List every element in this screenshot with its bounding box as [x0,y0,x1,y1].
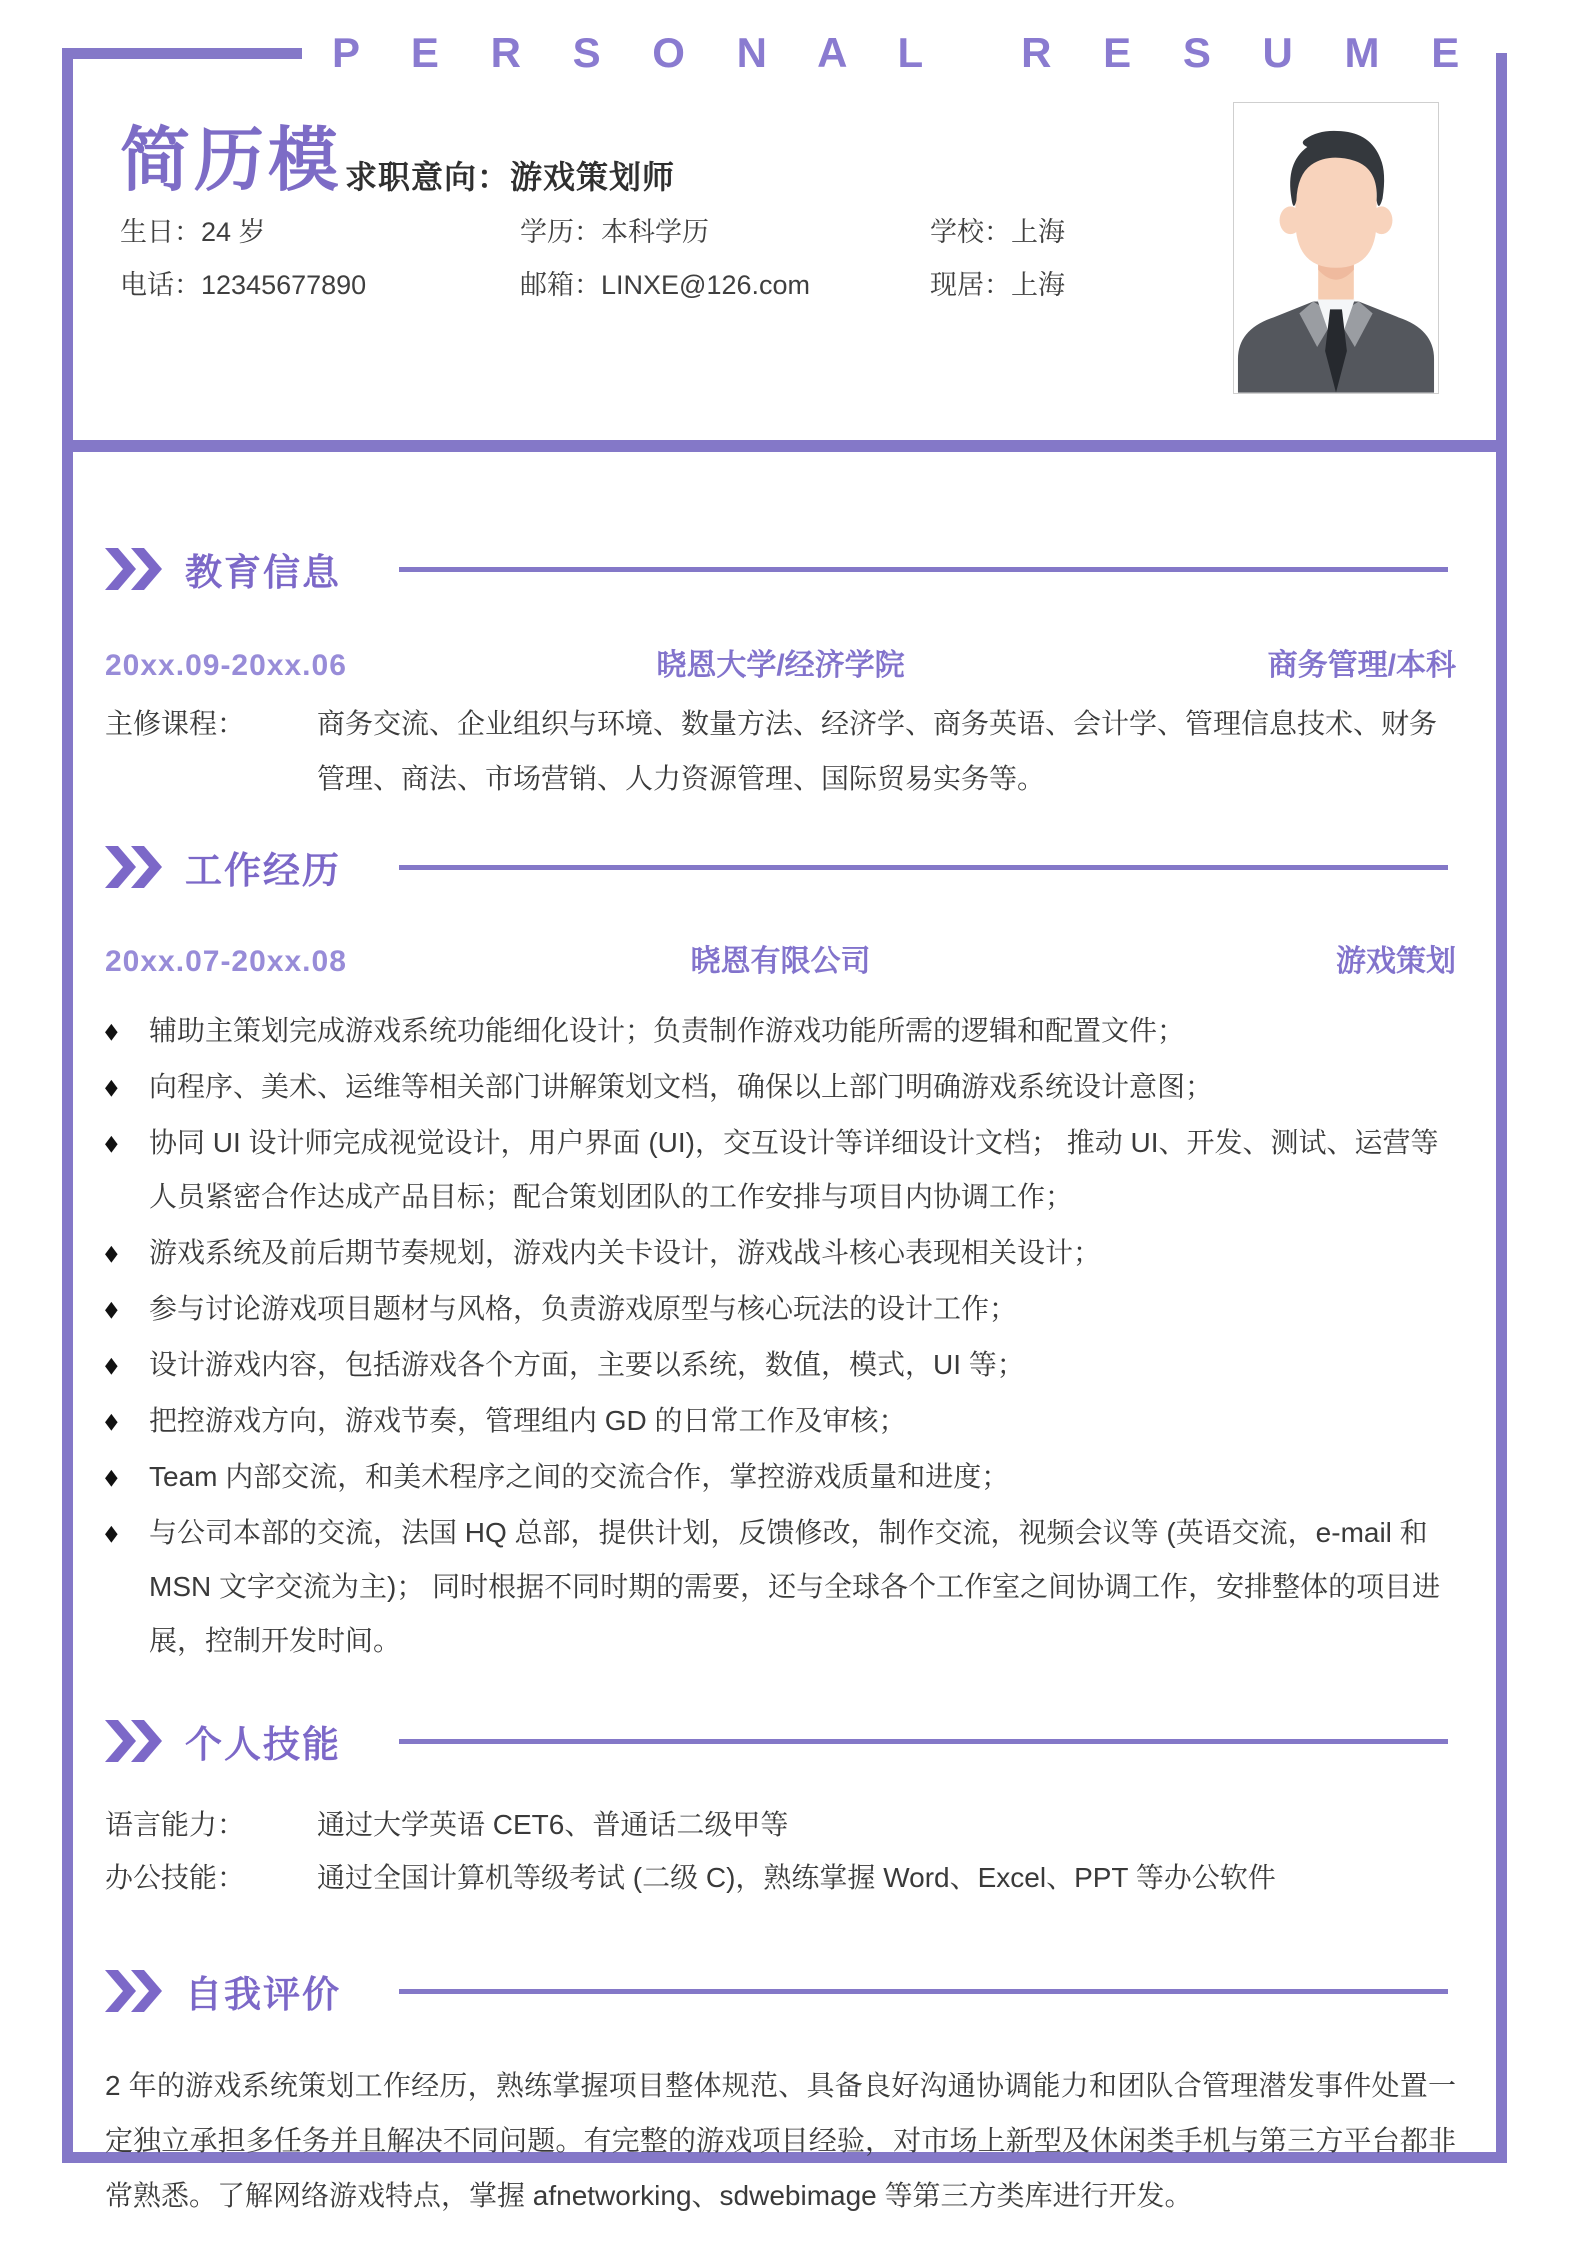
id-photo [1233,102,1439,394]
section-title-work: 工作经历 [185,850,341,891]
double-chevron-icon [105,548,163,590]
brand-rule-left [62,48,302,59]
work-duty-item [105,1506,1456,1668]
skill-text: 通过全国计算机等级考试 (二级 C)，熟练掌握 Word、Excel、PPT 等办公软件 [317,1862,1276,1893]
work-duty-text: 辅助主策划完成游戏系统功能细化设计；负责制作游戏功能所需的逻辑和配置文件； [149,1015,1186,1046]
double-chevron-icon [105,1970,163,2012]
work-role: 游戏策划 [1336,945,1456,978]
header-body-divider [62,440,1507,452]
work-duty-item [105,1004,1456,1058]
male-avatar-illustration [1234,103,1438,393]
info-phone: 电话：12345677890 [120,270,367,300]
work-duty-text: 游戏系统及前后期节奏规划，游戏内关卡设计，游戏战斗核心表现相关设计； [149,1237,1102,1268]
skill-label: 办公技能： [105,1862,246,1893]
brand-title [332,29,1479,77]
diamond-bullet-icon: ◆ [105,1018,118,1043]
education-school: 晓恩大学/经济学院 [656,649,905,682]
brand-word-resume: R E S U M E [1021,29,1480,76]
work-duty-text: 设计游戏内容，包括游戏各个方面，主要以系统，数值，模式，UI 等； [149,1349,1025,1380]
info-email: 邮箱：LINXE@126.com [520,270,810,300]
info-birthday: 生日：24 岁 [120,217,266,247]
section-heading-evaluation [105,1964,1456,2018]
work-duty-item [105,1450,1456,1504]
work-entry-row [105,936,1456,980]
diamond-bullet-icon: ◆ [105,1296,118,1321]
diamond-bullet-icon: ◆ [105,1408,118,1433]
work-duty-list [105,1004,1456,1668]
work-duty-text: 参与讨论游戏项目题材与风格，负责游戏原型与核心玩法的设计工作； [149,1293,1018,1324]
work-period: 20xx.07-20xx.08 [105,945,347,978]
section-title-education: 教育信息 [185,552,341,593]
courses-text: 商务交流、企业组织与环境、数量方法、经济学、商务英语、会计学、管理信息技术、财务管理、商法、市场营销、人力资源管理、国际贸易实务等。 [317,708,1438,794]
work-duty-item [105,1338,1456,1392]
section-title-evaluation: 自我评价 [185,1974,341,2015]
courses-label: 主修课程： [105,708,246,739]
work-duty-item [105,1226,1456,1280]
work-duty-item [105,1282,1456,1336]
work-duty-item [105,1394,1456,1448]
section-heading-work [105,840,1456,894]
work-company: 晓恩有限公司 [690,945,871,978]
diamond-bullet-icon: ◆ [105,1520,118,1545]
work-duty-text: 与公司本部的交流，法国 HQ 总部，提供计划，反馈修改，制作交流，视频会议等 (英语交流，e-mail 和 MSN 文字交流为主)； 同时根据不同时期的需要，还与全球各个工作室之间协调工作，安排整体的项目进展，控制开发时间。 [149,1517,1441,1656]
work-duty-text: 向程序、美术、运维等相关部门讲解策划文档，确保以上部门明确游戏系统设计意图； [149,1071,1214,1102]
info-residence: 现居：上海 [930,270,1065,300]
diamond-bullet-icon: ◆ [105,1352,118,1377]
section-title-skills: 个人技能 [185,1724,341,1765]
section-rule [399,865,1448,870]
header-border-right [1496,53,1507,440]
brand-header [62,28,1507,78]
self-evaluation-text: 2 年的游戏系统策划工作经历，熟练掌握项目整体规范、具备良好沟通协调能力和团队合管理潜发事件处置一定独立承担多任务并且解决不同问题。有完整的游戏项目经验，对市场上新型及休闲类手机与第三方平台都非常熟悉。了解网络游戏特点，掌握 afnetworking、sdwebimage 等第三方类库进行开发。 [105,2070,1456,2211]
section-rule [399,567,1448,572]
education-major: 商务管理/本科 [1267,649,1456,682]
diamond-bullet-icon: ◆ [105,1464,118,1489]
info-education: 学历：本科学历 [520,217,709,247]
skill-row [105,1798,1456,1851]
job-intention: 求职意向：游戏策划师 [345,159,676,195]
brand-word-personal: P E R S O N A L [332,29,944,76]
header-border-left [62,53,73,440]
info-school: 学校：上海 [930,217,1065,247]
education-entry-row [105,640,1456,684]
section-rule [399,1989,1448,1994]
diamond-bullet-icon: ◆ [105,1074,118,1099]
double-chevron-icon [105,1720,163,1762]
work-duty-item [105,1060,1456,1114]
contact-info-grid [120,210,1200,302]
work-duty-text: Team 内部交流，和美术程序之间的交流合作，掌控游戏质量和进度； [149,1461,1010,1492]
education-period: 20xx.09-20xx.06 [105,649,347,682]
diamond-bullet-icon: ◆ [105,1130,118,1155]
double-chevron-icon [105,846,163,888]
section-heading-education [105,542,1456,596]
applicant-name-title: 简历模 [120,121,342,199]
skill-text: 通过大学英语 CET6、普通话二级甲等 [317,1809,789,1840]
work-duty-text: 把控游戏方向，游戏节奏，管理组内 GD 的日常工作及审核； [149,1405,907,1436]
section-rule [399,1739,1448,1744]
skill-label: 语言能力： [105,1809,246,1840]
diamond-bullet-icon: ◆ [105,1240,118,1265]
work-duty-text: 协同 UI 设计师完成视觉设计，用户界面 (UI)，交互设计等详细设计文档； 推动 UI、开发、测试、运营等人员紧密合作达成产品目标；配合策划团队的工作安排与项目内协调工作； [149,1127,1439,1212]
skill-list [105,1798,1456,1904]
section-heading-skills [105,1714,1456,1768]
resume-body [62,452,1507,2211]
education-courses [105,696,1456,806]
skill-row [105,1851,1456,1904]
work-duty-item [105,1116,1456,1224]
